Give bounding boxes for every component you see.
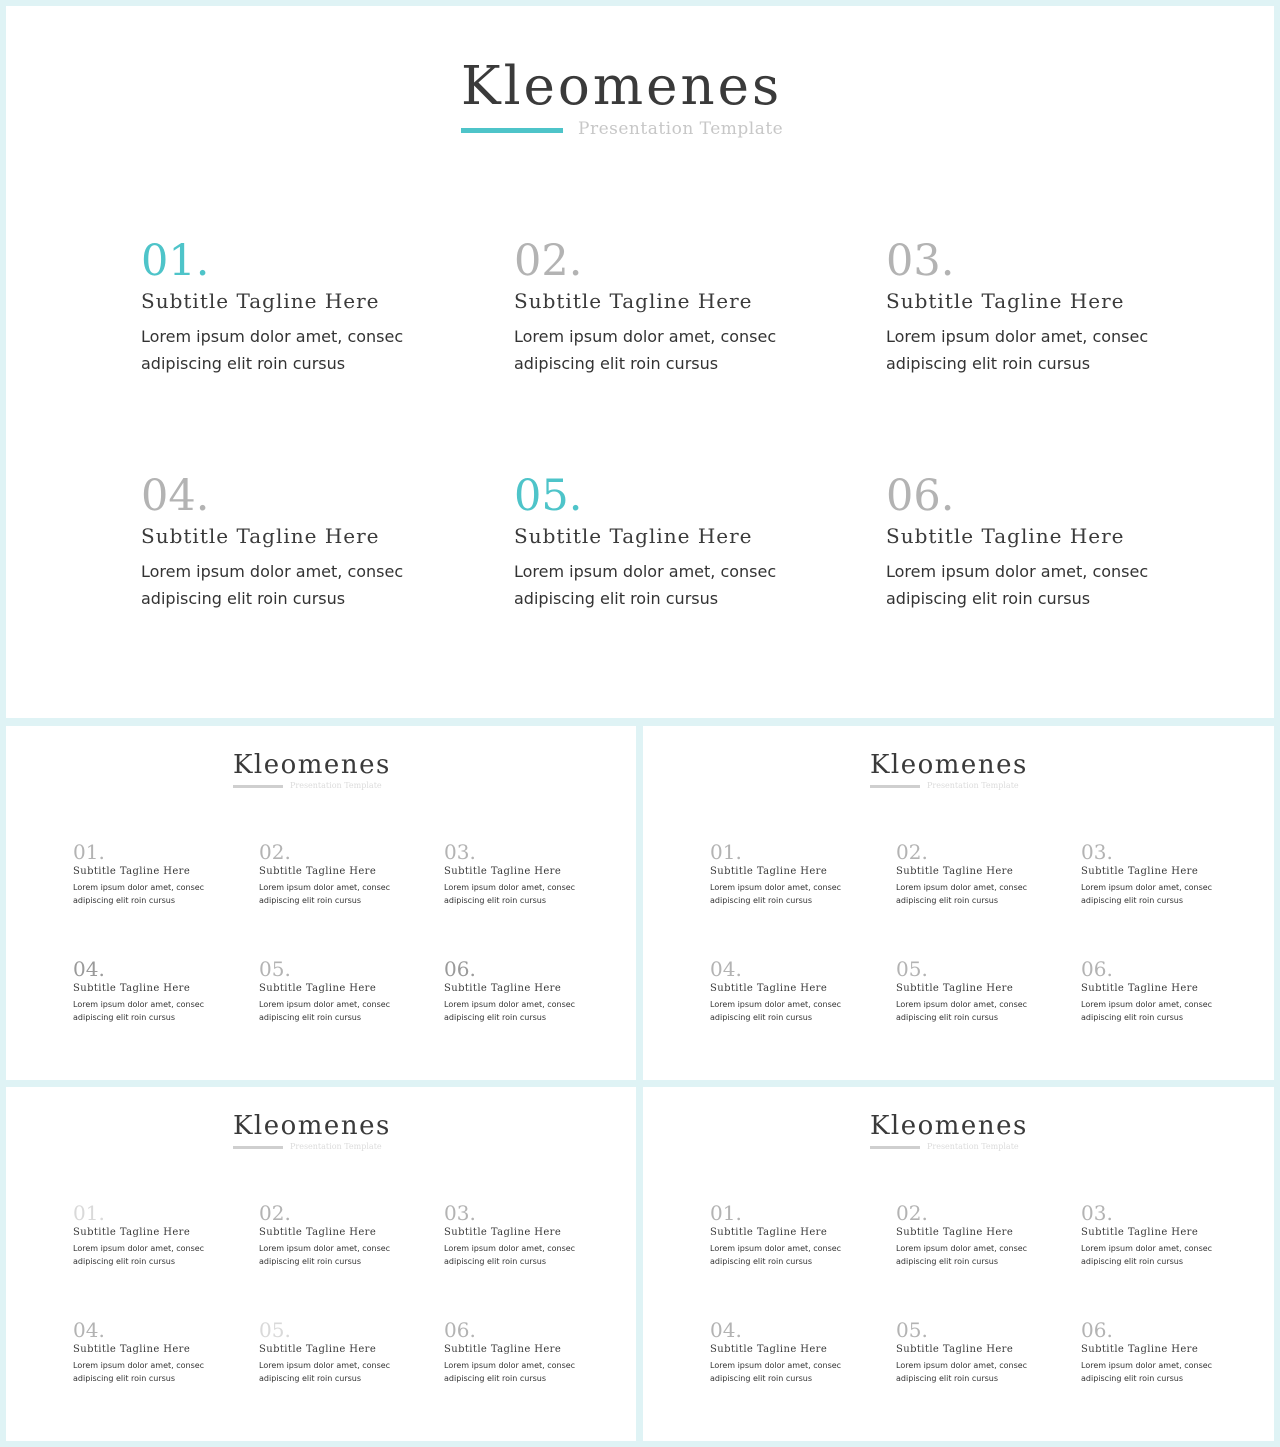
feature-description: Lorem ipsum dolor amet, consec adipiscing elit roin cursus bbox=[710, 1244, 842, 1266]
feature-item-1 bbox=[141, 236, 403, 377]
feature-item-5 bbox=[514, 471, 776, 612]
feature-number: 03. bbox=[444, 840, 476, 864]
feature-description: Lorem ipsum dolor amet, consec adipiscing elit roin cursus bbox=[886, 327, 1149, 373]
feature-number: 05. bbox=[896, 1318, 928, 1342]
feature-tagline: Subtitle Tagline Here bbox=[444, 983, 562, 994]
feature-tagline: Subtitle Tagline Here bbox=[73, 866, 191, 877]
feature-number: 06. bbox=[886, 471, 955, 521]
slide-title: Kleomenes bbox=[870, 750, 1028, 780]
slide-thumbnail-4[interactable] bbox=[643, 1087, 1274, 1441]
feature-tagline: Subtitle Tagline Here bbox=[73, 1227, 191, 1238]
title-accent-rule bbox=[461, 128, 563, 133]
feature-description: Lorem ipsum dolor amet, consec adipiscing elit roin cursus bbox=[444, 1000, 576, 1022]
feature-item-1 bbox=[73, 840, 204, 907]
feature-tagline: Subtitle Tagline Here bbox=[886, 524, 1125, 548]
feature-tagline: Subtitle Tagline Here bbox=[514, 289, 753, 313]
feature-description: Lorem ipsum dolor amet, consec adipiscing elit roin cursus bbox=[1081, 1244, 1213, 1266]
feature-number: 01. bbox=[710, 840, 742, 864]
title-accent-rule bbox=[870, 785, 920, 788]
feature-item-5 bbox=[896, 1318, 1027, 1385]
feature-description: Lorem ipsum dolor amet, consec adipiscing elit roin cursus bbox=[73, 1361, 205, 1383]
feature-tagline: Subtitle Tagline Here bbox=[896, 1344, 1014, 1355]
feature-number: 01. bbox=[141, 236, 210, 286]
feature-number: 04. bbox=[73, 957, 105, 981]
feature-item-3 bbox=[444, 840, 575, 907]
feature-tagline: Subtitle Tagline Here bbox=[710, 983, 828, 994]
feature-item-6 bbox=[444, 1318, 575, 1385]
slide-subtitle: Presentation Template bbox=[578, 119, 784, 139]
slide-title: Kleomenes bbox=[870, 1111, 1028, 1141]
feature-description: Lorem ipsum dolor amet, consec adipiscing elit roin cursus bbox=[73, 1000, 205, 1022]
feature-tagline: Subtitle Tagline Here bbox=[141, 289, 380, 313]
feature-description: Lorem ipsum dolor amet, consec adipiscing elit roin cursus bbox=[514, 562, 777, 608]
feature-item-2 bbox=[896, 840, 1027, 907]
feature-number: 04. bbox=[710, 1318, 742, 1342]
feature-item-3 bbox=[886, 236, 1148, 377]
feature-tagline: Subtitle Tagline Here bbox=[259, 983, 377, 994]
feature-description: Lorem ipsum dolor amet, consec adipiscing elit roin cursus bbox=[896, 1244, 1028, 1266]
feature-description: Lorem ipsum dolor amet, consec adipiscing elit roin cursus bbox=[896, 883, 1028, 905]
feature-description: Lorem ipsum dolor amet, consec adipiscing elit roin cursus bbox=[259, 1361, 391, 1383]
slide-title: Kleomenes bbox=[233, 1111, 391, 1141]
feature-tagline: Subtitle Tagline Here bbox=[1081, 1227, 1199, 1238]
slide-subtitle: Presentation Template bbox=[290, 1142, 382, 1151]
feature-number: 06. bbox=[1081, 957, 1113, 981]
feature-tagline: Subtitle Tagline Here bbox=[1081, 1344, 1199, 1355]
feature-number: 06. bbox=[444, 957, 476, 981]
feature-item-6 bbox=[444, 957, 575, 1024]
feature-item-4 bbox=[141, 471, 403, 612]
feature-description: Lorem ipsum dolor amet, consec adipiscing elit roin cursus bbox=[1081, 1000, 1213, 1022]
feature-description: Lorem ipsum dolor amet, consec adipiscing elit roin cursus bbox=[886, 562, 1149, 608]
feature-description: Lorem ipsum dolor amet, consec adipiscing elit roin cursus bbox=[710, 883, 842, 905]
feature-tagline: Subtitle Tagline Here bbox=[886, 289, 1125, 313]
feature-description: Lorem ipsum dolor amet, consec adipiscing elit roin cursus bbox=[514, 327, 777, 373]
feature-number: 02. bbox=[259, 1201, 291, 1225]
feature-number: 02. bbox=[514, 236, 583, 286]
feature-item-5 bbox=[896, 957, 1027, 1024]
feature-number: 03. bbox=[1081, 1201, 1113, 1225]
slide-subtitle: Presentation Template bbox=[290, 781, 382, 790]
slide-thumbnail-2[interactable] bbox=[643, 726, 1274, 1080]
feature-description: Lorem ipsum dolor amet, consec adipiscing elit roin cursus bbox=[710, 1361, 842, 1383]
feature-tagline: Subtitle Tagline Here bbox=[710, 866, 828, 877]
feature-description: Lorem ipsum dolor amet, consec adipiscing elit roin cursus bbox=[444, 1361, 576, 1383]
feature-tagline: Subtitle Tagline Here bbox=[1081, 866, 1199, 877]
feature-item-1 bbox=[710, 840, 841, 907]
feature-number: 05. bbox=[896, 957, 928, 981]
feature-item-3 bbox=[1081, 1201, 1212, 1268]
feature-number: 02. bbox=[896, 1201, 928, 1225]
feature-description: Lorem ipsum dolor amet, consec adipiscing elit roin cursus bbox=[259, 1000, 391, 1022]
slide-subtitle: Presentation Template bbox=[927, 781, 1019, 790]
feature-item-2 bbox=[259, 840, 390, 907]
feature-item-5 bbox=[259, 1318, 390, 1385]
title-accent-rule bbox=[233, 1146, 283, 1149]
feature-number: 02. bbox=[259, 840, 291, 864]
feature-number: 02. bbox=[896, 840, 928, 864]
title-accent-rule bbox=[870, 1146, 920, 1149]
feature-tagline: Subtitle Tagline Here bbox=[259, 1227, 377, 1238]
feature-description: Lorem ipsum dolor amet, consec adipiscing elit roin cursus bbox=[73, 1244, 205, 1266]
feature-item-6 bbox=[1081, 1318, 1212, 1385]
feature-tagline: Subtitle Tagline Here bbox=[444, 866, 562, 877]
feature-number: 01. bbox=[73, 1201, 105, 1225]
feature-item-6 bbox=[886, 471, 1148, 612]
feature-description: Lorem ipsum dolor amet, consec adipiscing elit roin cursus bbox=[141, 327, 404, 373]
feature-tagline: Subtitle Tagline Here bbox=[896, 1227, 1014, 1238]
slide-title: Kleomenes bbox=[461, 56, 783, 117]
feature-item-4 bbox=[73, 1318, 204, 1385]
feature-item-5 bbox=[259, 957, 390, 1024]
feature-description: Lorem ipsum dolor amet, consec adipiscing elit roin cursus bbox=[710, 1000, 842, 1022]
feature-number: 05. bbox=[259, 1318, 291, 1342]
feature-item-2 bbox=[514, 236, 776, 377]
slide-thumbnail-3[interactable] bbox=[6, 1087, 636, 1441]
feature-item-3 bbox=[444, 1201, 575, 1268]
feature-description: Lorem ipsum dolor amet, consec adipiscing elit roin cursus bbox=[259, 883, 391, 905]
feature-number: 04. bbox=[141, 471, 210, 521]
feature-tagline: Subtitle Tagline Here bbox=[259, 1344, 377, 1355]
feature-item-4 bbox=[710, 957, 841, 1024]
feature-description: Lorem ipsum dolor amet, consec adipiscing elit roin cursus bbox=[444, 883, 576, 905]
feature-tagline: Subtitle Tagline Here bbox=[73, 983, 191, 994]
feature-item-3 bbox=[1081, 840, 1212, 907]
feature-item-6 bbox=[1081, 957, 1212, 1024]
feature-item-4 bbox=[73, 957, 204, 1024]
feature-number: 05. bbox=[259, 957, 291, 981]
feature-description: Lorem ipsum dolor amet, consec adipiscing elit roin cursus bbox=[896, 1361, 1028, 1383]
feature-number: 06. bbox=[444, 1318, 476, 1342]
feature-item-1 bbox=[73, 1201, 204, 1268]
feature-tagline: Subtitle Tagline Here bbox=[444, 1344, 562, 1355]
feature-number: 01. bbox=[710, 1201, 742, 1225]
feature-tagline: Subtitle Tagline Here bbox=[141, 524, 380, 548]
feature-number: 03. bbox=[1081, 840, 1113, 864]
feature-tagline: Subtitle Tagline Here bbox=[896, 983, 1014, 994]
feature-description: Lorem ipsum dolor amet, consec adipiscing elit roin cursus bbox=[141, 562, 404, 608]
feature-tagline: Subtitle Tagline Here bbox=[1081, 983, 1199, 994]
feature-number: 04. bbox=[710, 957, 742, 981]
feature-number: 04. bbox=[73, 1318, 105, 1342]
slide-title: Kleomenes bbox=[233, 750, 391, 780]
feature-number: 05. bbox=[514, 471, 583, 521]
feature-tagline: Subtitle Tagline Here bbox=[710, 1344, 828, 1355]
feature-tagline: Subtitle Tagline Here bbox=[73, 1344, 191, 1355]
feature-tagline: Subtitle Tagline Here bbox=[514, 524, 753, 548]
feature-tagline: Subtitle Tagline Here bbox=[259, 866, 377, 877]
feature-number: 03. bbox=[886, 236, 955, 286]
feature-tagline: Subtitle Tagline Here bbox=[896, 866, 1014, 877]
slide-subtitle: Presentation Template bbox=[927, 1142, 1019, 1151]
feature-item-2 bbox=[896, 1201, 1027, 1268]
feature-description: Lorem ipsum dolor amet, consec adipiscing elit roin cursus bbox=[896, 1000, 1028, 1022]
feature-item-1 bbox=[710, 1201, 841, 1268]
feature-description: Lorem ipsum dolor amet, consec adipiscing elit roin cursus bbox=[73, 883, 205, 905]
feature-tagline: Subtitle Tagline Here bbox=[710, 1227, 828, 1238]
slide-thumbnail-1[interactable] bbox=[6, 726, 636, 1080]
feature-description: Lorem ipsum dolor amet, consec adipiscing elit roin cursus bbox=[1081, 1361, 1213, 1383]
feature-tagline: Subtitle Tagline Here bbox=[444, 1227, 562, 1238]
feature-description: Lorem ipsum dolor amet, consec adipiscing elit roin cursus bbox=[444, 1244, 576, 1266]
feature-number: 01. bbox=[73, 840, 105, 864]
feature-item-2 bbox=[259, 1201, 390, 1268]
main-slide[interactable] bbox=[6, 6, 1274, 718]
feature-description: Lorem ipsum dolor amet, consec adipiscing elit roin cursus bbox=[259, 1244, 391, 1266]
feature-item-4 bbox=[710, 1318, 841, 1385]
feature-number: 03. bbox=[444, 1201, 476, 1225]
title-accent-rule bbox=[233, 785, 283, 788]
feature-number: 06. bbox=[1081, 1318, 1113, 1342]
feature-description: Lorem ipsum dolor amet, consec adipiscing elit roin cursus bbox=[1081, 883, 1213, 905]
